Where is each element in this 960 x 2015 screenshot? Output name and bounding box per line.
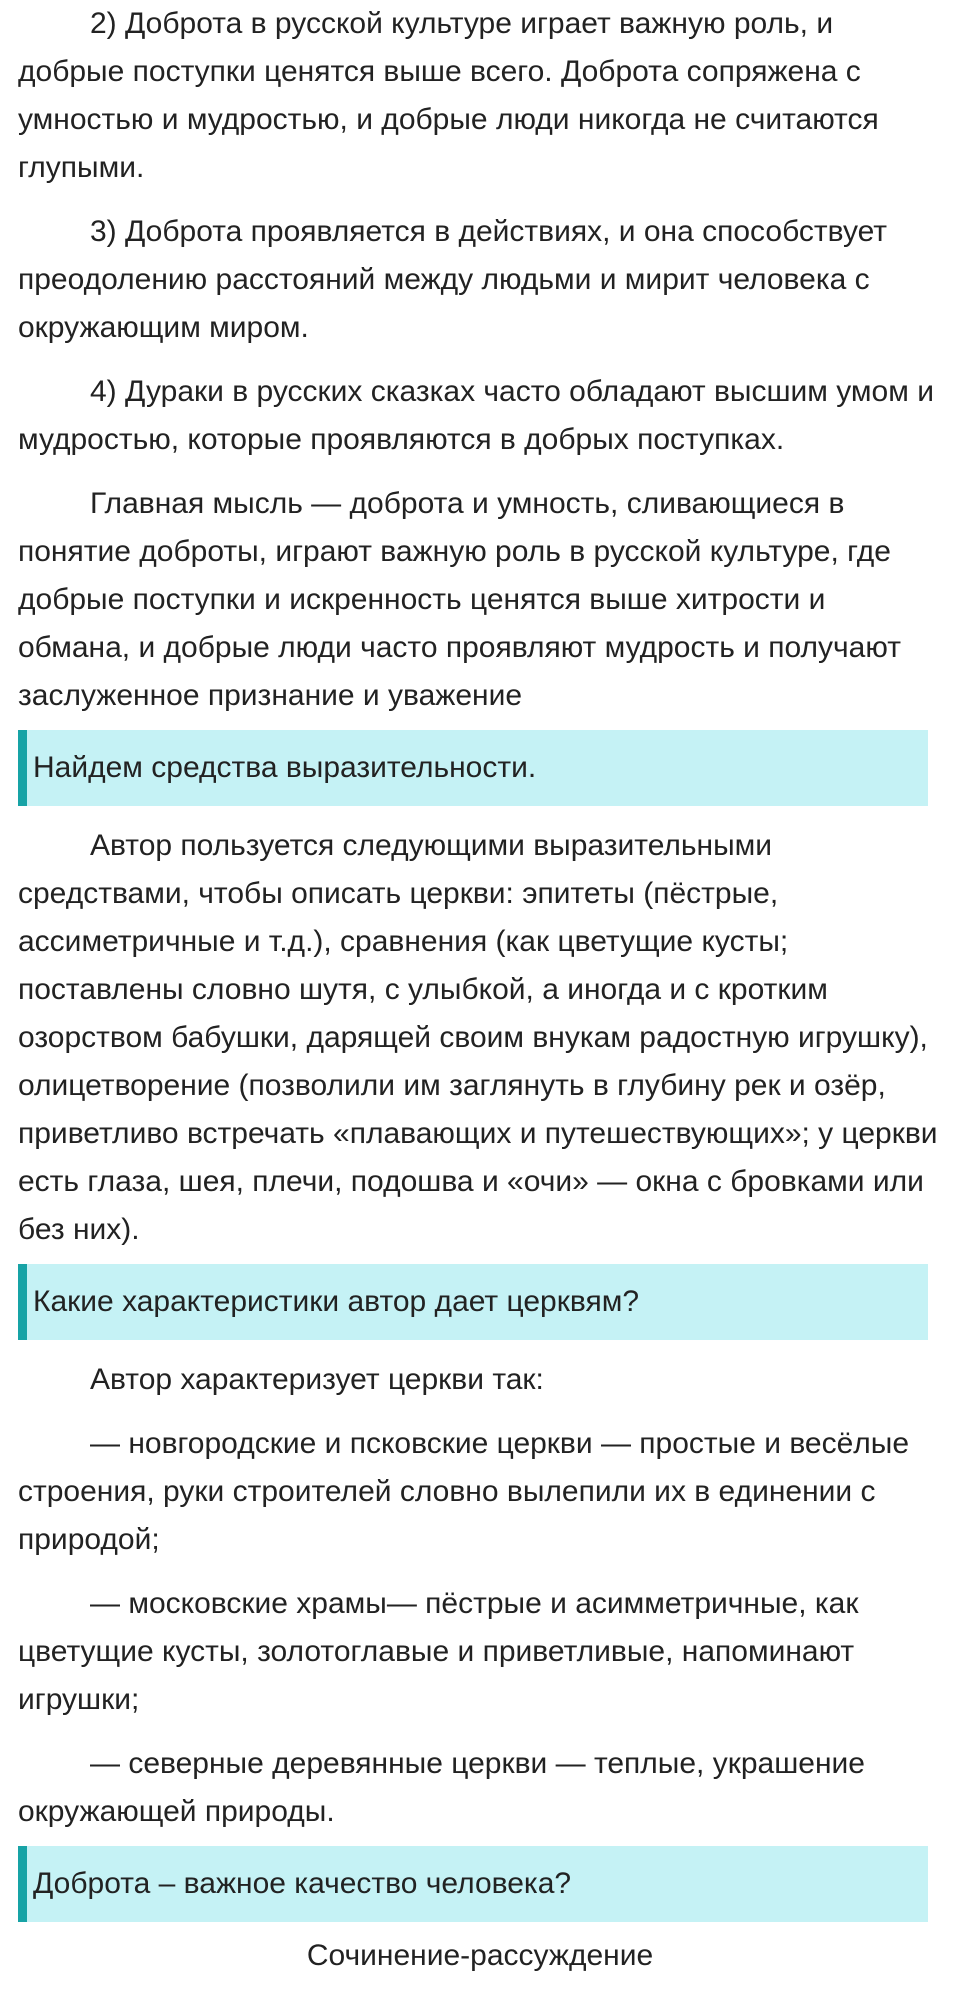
- essay-heading: Сочинение-рассуждение: [306, 1939, 654, 1972]
- callout-expressive-means-text: Найдем средства выразительности.: [33, 751, 537, 784]
- paragraph-point-3: 3) Доброта проявляется в действиях, и она способствует преодолению расстояний между людьми и мирит человека с окружающим миром.: [18, 215, 888, 344]
- characteristic-northern: — северные деревянные церкви — теплые, украшение окружающей природы.: [18, 1747, 865, 1828]
- callout-kindness-question-text: Доброта – важное качество человека?: [33, 1867, 572, 1900]
- paragraph-point-2: 2) Доброта в русской культуре играет важную роль, и добрые поступки ценятся выше всего. Доброта сопряжена с умностью и мудростью, и добрые люди никогда не считаются глупыми.: [18, 7, 879, 184]
- paragraph-expressive-means: Автор пользуется следующими выразительными средствами, чтобы описать церкви: эпитеты (пёстрые, ассиметричные и т.д.), сравнения (как цветущие кусты; поставлены словно шутя, с улыбкой, а иногда и с кротким озорством бабушки, дарящей своим внукам радостную игрушку), олицетворение (позволили им заглянуть в глубину рек и озёр, приветливо встречать «плавающих и путешествующих»; у церкви есть глаза, шея, плечи, подошва и «очи» — окна с бровками или без них).: [18, 829, 938, 1246]
- callout-church-characteristics-text: Какие характеристики автор дает церквям?: [33, 1285, 640, 1318]
- characteristic-novgorod: — новгородские и псковские церкви — простые и весёлые строения, руки строителей словно вылепили их в единении с природой;: [18, 1427, 910, 1556]
- callout-church-characteristics: [18, 1264, 928, 1340]
- paragraph-characterize-intro: Автор характеризует церкви так:: [90, 1363, 544, 1396]
- callout-kindness-question: [18, 1846, 928, 1922]
- characteristic-moscow: — московские храмы— пёстрые и асимметричные, как цветущие кусты, золотоглавые и приветливые, напоминают игрушки;: [18, 1587, 859, 1716]
- paragraph-main-idea: Главная мысль — доброта и умность, сливающиеся в понятие доброты, играют важную роль в русской культуре, где добрые поступки и искренность ценятся выше хитрости и обмана, и добрые люди часто проявляют мудрость и получают заслуженное признание и уважение: [18, 487, 901, 712]
- callout-expressive-means: [18, 730, 928, 806]
- paragraph-point-4: 4) Дураки в русских сказках часто обладают высшим умом и мудростью, которые проявляются в добрых поступках.: [18, 375, 934, 456]
